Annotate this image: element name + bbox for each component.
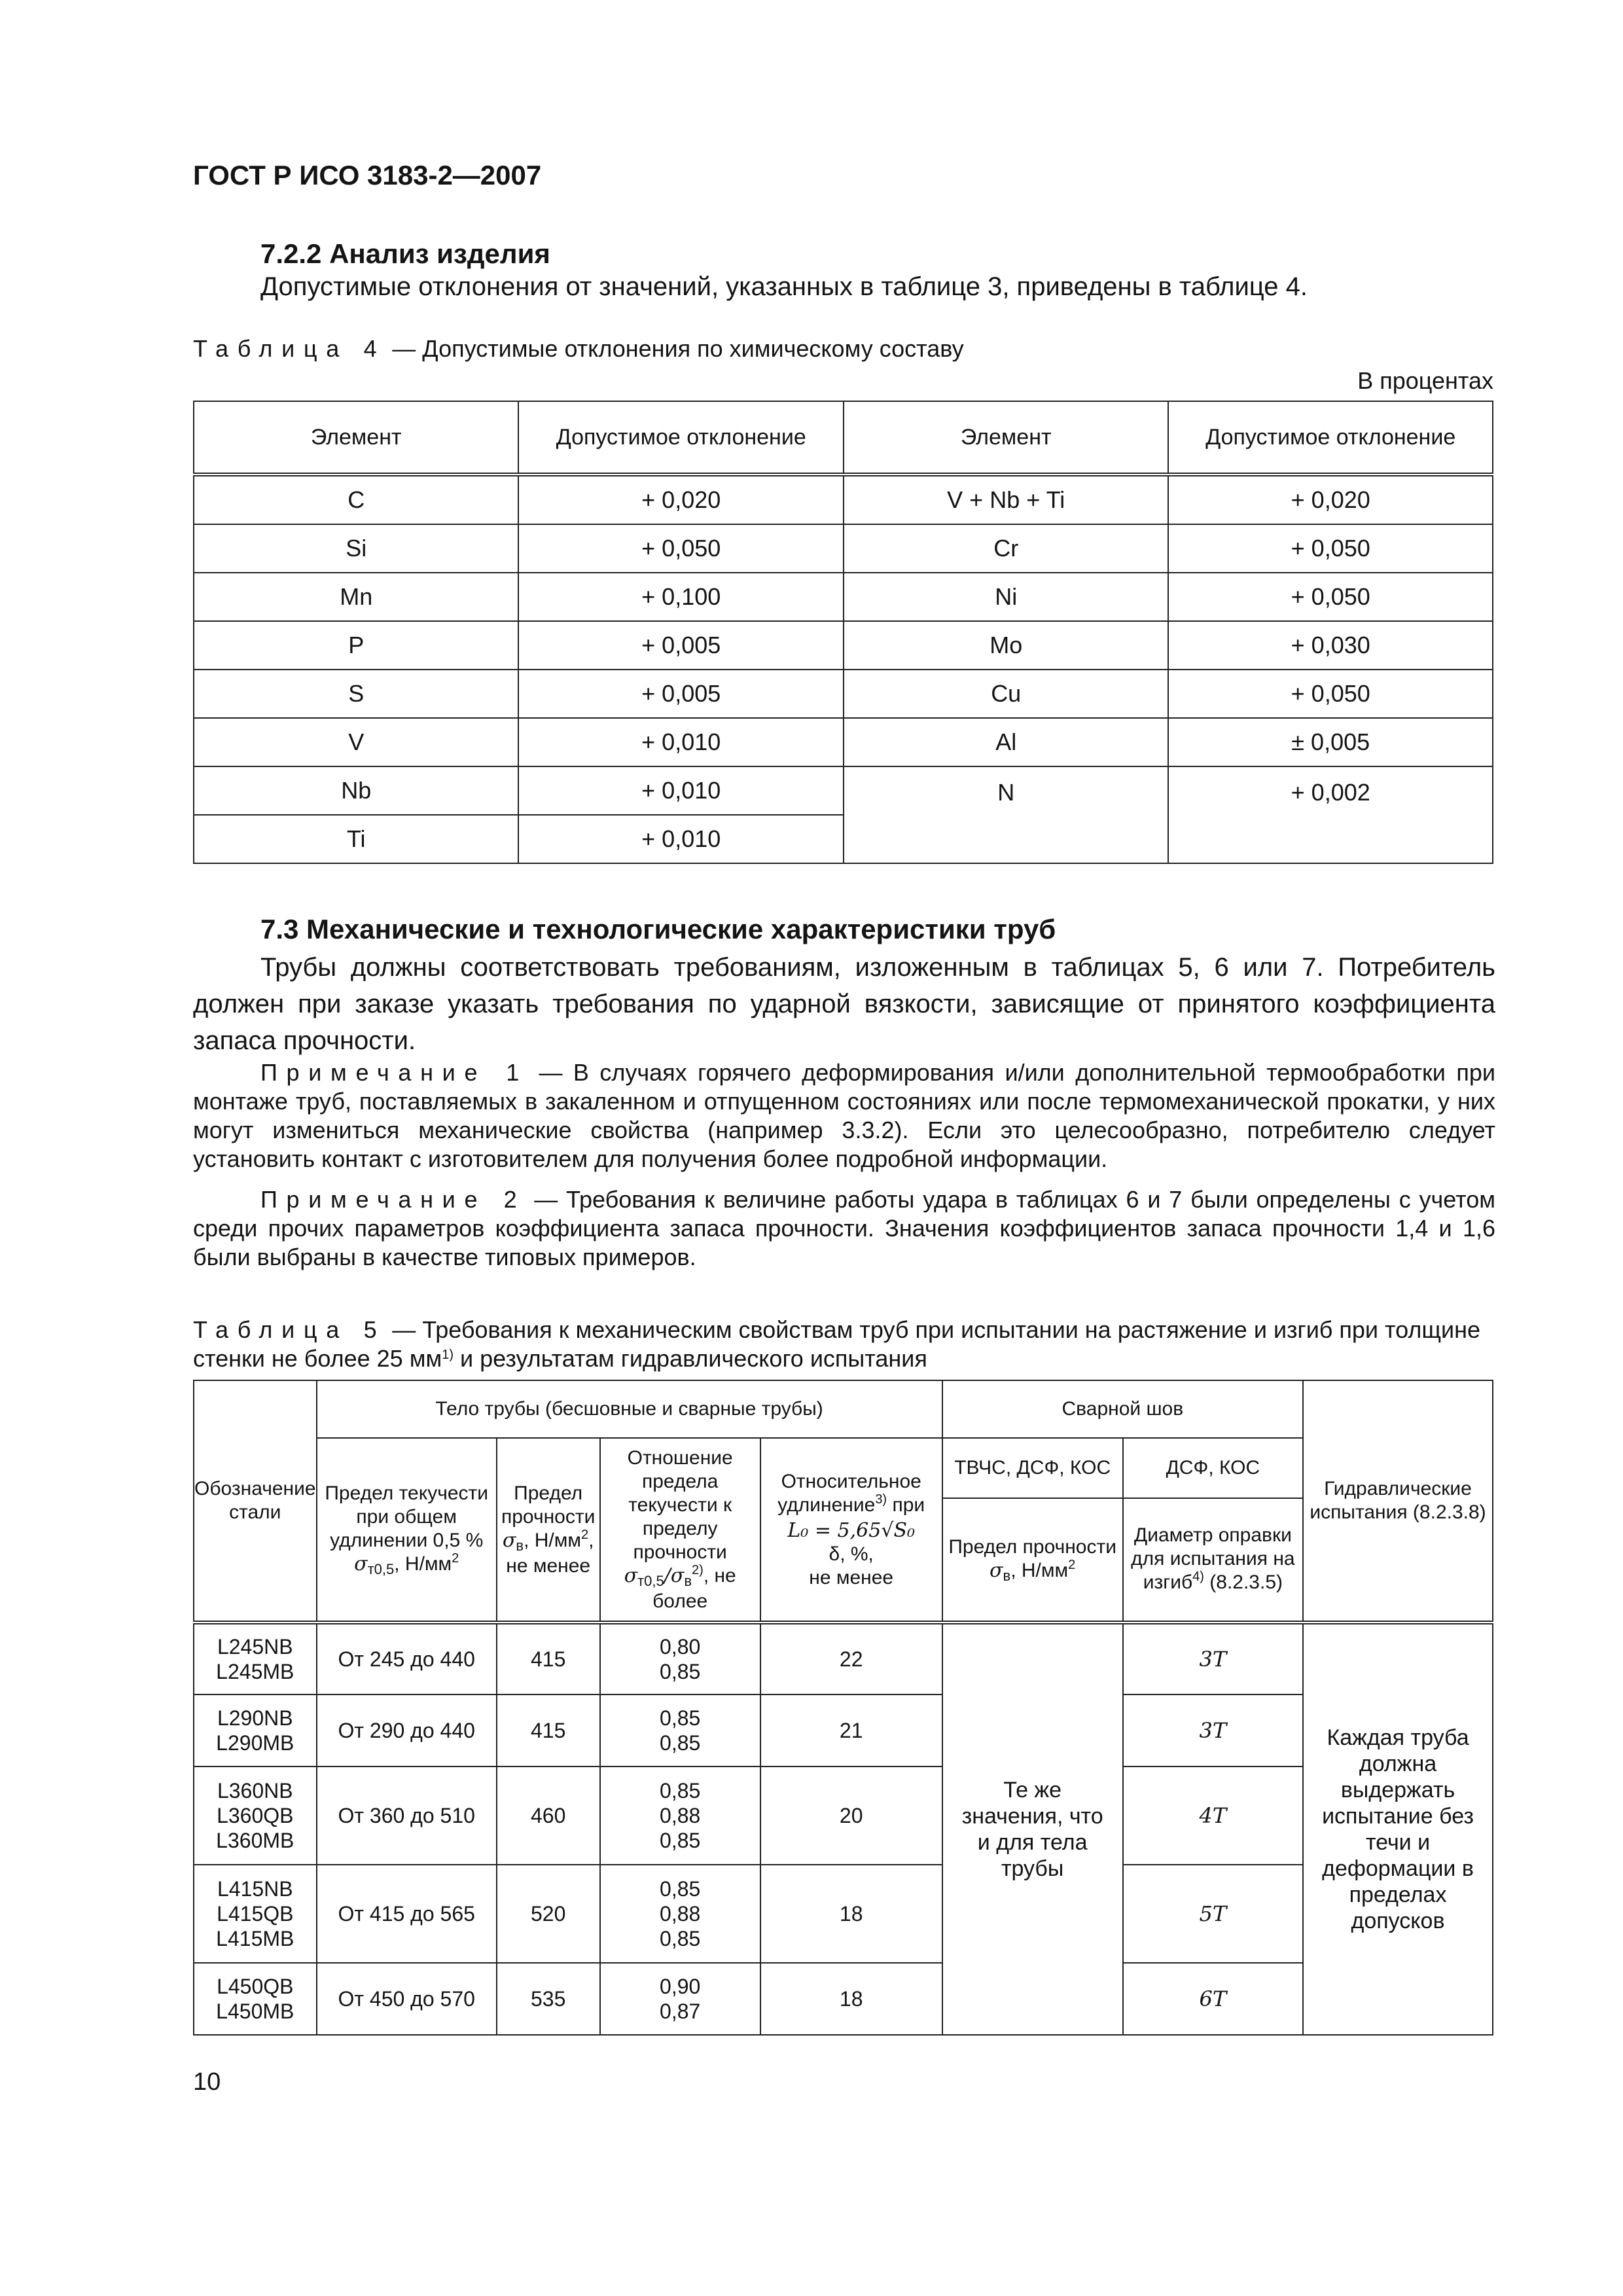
table4-caption [193,334,1495,363]
table5-header-ratio-text: Отношение предела текучести к пределу прочности [627,1446,733,1563]
ratio-value: 0,85 [660,1706,701,1730]
tensile-cell: 460 [497,1767,600,1865]
document-header: ГОСТ Р ИСО 3183-2—2007 [193,160,542,190]
steel-grade: L415QB [217,1902,294,1926]
table-row [194,573,1493,621]
table-cell: + 0,005 [518,621,844,670]
table4-header: Допустимое отклонение [518,401,844,475]
table-cell: + 0,020 [1168,475,1493,524]
steel-grade: L245NB [217,1635,293,1659]
table5-header-body: Тело трубы (бесшовные и сварные трубы) [317,1380,942,1438]
table5-header-mandrel-ref: (8.2.3.5) [1204,1571,1283,1593]
unit-text: , Н/мм [1010,1559,1069,1581]
yield-cell: От 290 до 440 [317,1695,497,1767]
table5-header-row-2 [194,1438,1493,1498]
yield-cell: От 245 до 440 [317,1623,497,1695]
table-cell: Nb [194,766,518,815]
table-cell: + 0,100 [518,573,844,621]
ratio-value: 0,85 [660,1927,701,1950]
table5-header-ratio-suffix: , не более [652,1564,736,1612]
table-row [194,1963,1493,2035]
section-73-text: Трубы должны соответствовать требованиям, изложенным в таблицах 5, 6 или 7. Потребитель должен при заказе указать требования по ударной вязкости, зависящие от принятого коэффициента запаса прочности. [193,953,1495,1055]
elong-cell: 18 [760,1865,942,1963]
steel-grade: L290MB [216,1731,294,1755]
subscript: т0,5 [367,1560,395,1577]
elong-cell: 20 [760,1767,942,1865]
table4-header-row [194,401,1493,475]
ratio-value: 0,85 [660,1731,701,1755]
table5-caption [193,1316,1495,1377]
sigma-symbol: σ [990,1558,1003,1582]
table5-caption-label: Таблица 5 [193,1316,386,1343]
table-cell: + 0,005 [518,670,844,718]
note-2 [193,1185,1495,1272]
superscript: 2 [1068,1557,1076,1572]
table5-header-mandrel [1123,1498,1303,1623]
ratio-value: 0,87 [660,2000,701,2023]
table-cell: S [194,670,518,718]
table5-caption-footnote: 1) [442,1348,454,1362]
table4-header: Элемент [194,401,518,475]
mandrel-cell: 3T [1123,1623,1303,1695]
table-row [194,1695,1493,1767]
ratio-value: 0,85 [660,1877,701,1901]
table5-header-elong-text: Относительное удлинение [777,1470,921,1516]
table5-header-weld-tensile [942,1498,1123,1623]
table5-header-yield-text: Предел текучести при общем удлинении 0,5 % [325,1482,489,1551]
table-cell: V + Nb + Ti [844,475,1168,524]
subscript: т0,5 [637,1572,664,1589]
hydro-cell: Каждая труба должна выдержать испытание без течи и деформации в пределах допусков [1303,1623,1493,2035]
table5-header-weld-tensile-text: Предел прочности [948,1535,1116,1558]
table-row [194,475,1493,524]
sigma-symbol: σ [354,1552,368,1575]
note-1 [193,1058,1495,1174]
tensile-cell: 520 [497,1865,600,1963]
table-row [194,1865,1493,1963]
subscript: в [1003,1567,1011,1584]
mandrel-cell: 4T [1123,1767,1303,1865]
table-row [194,524,1493,573]
steel-grade: L245MB [216,1660,294,1683]
elong-cell: 22 [760,1623,942,1695]
steel-grade: L360QB [217,1804,294,1827]
table-row [194,1767,1493,1865]
table4-caption-text: — Допустимые отклонения по химическому составу [385,335,964,362]
table-cell: + 0,030 [1168,621,1493,670]
unit-text: , Н/мм [394,1552,452,1575]
table-cell: + 0,010 [518,718,844,766]
table4 [193,401,1493,864]
ratio-cell [600,1623,760,1695]
tensile-cell: 415 [497,1623,600,1695]
table5-header-weld2: ДСФ, КОС [1123,1438,1303,1498]
sigma-symbol: σ [624,1564,638,1587]
table5-header-weld1: ТВЧС, ДСФ, КОС [942,1438,1123,1498]
mandrel-cell: 3T [1123,1695,1303,1767]
table5-header-tensile [497,1438,600,1623]
table-cell: Cr [844,524,1168,573]
steel-grade: L450MB [216,2000,294,2023]
mandrel-cell: 6T [1123,1963,1303,2035]
tensile-cell: 535 [497,1963,600,2035]
weld-same-cell: Те же значения, что и для тела трубы [942,1623,1123,2035]
table-cell: ± 0,005 [1168,718,1493,766]
note-2-text: — Требования к величине работы удара в таблицах 6 и 7 были определены с учетом среди прочих параметров коэффициента запаса прочности. Значения коэффициентов запаса прочности 1,4 и 1,6 были выбраны в качестве типовых примеров. [193,1186,1495,1270]
superscript: 4) [1192,1569,1204,1584]
ratio-value: 0,90 [660,1975,701,1998]
table5-header-elong-unit: δ, %, [829,1543,874,1565]
ratio-cell [600,1865,760,1963]
table5-header-weld: Сварной шов [942,1380,1303,1438]
ratio-value: 0,85 [660,1829,701,1852]
subscript: в [684,1572,692,1589]
table5-header-steel: Обозначение стали [194,1380,317,1623]
table4-header: Допустимое отклонение [1168,401,1493,475]
superscript: 2 [580,1527,589,1542]
steel-grade: L360MB [216,1829,294,1852]
ratio-value: 0,85 [660,1660,701,1683]
tensile-cell: 415 [497,1695,600,1767]
table5-caption-text-b: и результатам гидравлического испытания [454,1345,927,1372]
table5-header-elong [760,1438,942,1623]
yield-cell: От 360 до 510 [317,1767,497,1865]
table5-header-ratio [600,1438,760,1623]
steel-grade-cell [194,1695,317,1767]
note-1-label: Примечание 1 [260,1059,529,1086]
table-row [194,1623,1493,1695]
table5-header-hydro: Гидравлические испытания (8.2.3.8) [1303,1380,1493,1623]
superscript: 2 [452,1551,459,1566]
ratio-value: 0,88 [660,1804,701,1827]
steel-grade: L290NB [217,1706,293,1730]
superscript: 3) [875,1492,887,1507]
section-722-heading: 7.2.2 Анализ изделия [260,238,550,269]
table5-header-tensile-suffix: , не менее [506,1529,594,1577]
table-cell: Cu [844,670,1168,718]
table-cell: + 0,010 [518,815,844,863]
steel-grade-cell [194,1865,317,1963]
table-cell: Ni [844,573,1168,621]
yield-cell: От 415 до 565 [317,1865,497,1963]
table-cell: V [194,718,518,766]
table5-header-mandrel-text: Диаметр оправки для испытания на изгиб [1131,1524,1295,1593]
ratio-cell [600,1695,760,1767]
table5-header-tensile-text: Предел прочности [501,1482,596,1528]
steel-grade: L415MB [216,1927,294,1950]
unit-text: , Н/мм [524,1529,581,1551]
table-row [194,670,1493,718]
note-2-label: Примечание 2 [260,1186,526,1213]
yield-cell: От 450 до 570 [317,1963,497,2035]
sigma-symbol: σ [502,1528,516,1552]
steel-grade: L450QB [217,1975,294,1998]
steel-grade: L415NB [217,1877,293,1901]
ratio-cell [600,1767,760,1865]
table-cell: + 0,010 [518,766,844,815]
elong-cell: 18 [760,1963,942,2035]
ratio-value: 0,80 [660,1635,701,1659]
table5-header-elong-at: при [887,1494,925,1516]
table4-caption-label: Таблица 4 [193,335,386,362]
table-cell: Mn [194,573,518,621]
table-cell: + 0,050 [1168,573,1493,621]
ratio-divider: /σ [664,1564,685,1587]
table-row [194,766,1493,815]
mandrel-cell: 5T [1123,1865,1303,1963]
table-cell: N [844,766,1168,863]
section-73-heading: 7.3 Механические и технологические характеристики труб [260,914,1056,944]
table-cell: + 0,050 [1168,670,1493,718]
table4-header: Элемент [844,401,1168,475]
subscript: в [516,1537,524,1554]
table-cell: Al [844,718,1168,766]
steel-grade-cell [194,1963,317,2035]
table5-caption-text: — Требования к механическим свойствам труб при испытании на растяжение и изгиб при толщине стенки не более 25 мм [193,1316,1480,1372]
table5 [193,1380,1493,2036]
table5-header-yield [317,1438,497,1623]
superscript: 2) [692,1562,704,1577]
table-cell: Ti [194,815,518,863]
table-cell: Mo [844,621,1168,670]
table-row [194,621,1493,670]
table4-unit: В процентах [1357,367,1493,394]
table-cell: + 0,050 [518,524,844,573]
table-row [194,718,1493,766]
table5-header-row-1 [194,1380,1493,1438]
table-cell: + 0,002 [1168,766,1493,863]
ratio-cell [600,1963,760,2035]
ratio-value: 0,88 [660,1902,701,1926]
page-number: 10 [193,2068,221,2096]
table-cell: C [194,475,518,524]
elong-cell: 21 [760,1695,942,1767]
steel-grade-cell [194,1623,317,1695]
table-cell: + 0,020 [518,475,844,524]
steel-grade: L360NB [217,1779,293,1803]
table-cell: + 0,050 [1168,524,1493,573]
table5-header-elong-formula: L₀ = 5,65√S₀ [787,1518,916,1542]
table5-header-elong-min: не менее [809,1566,894,1588]
table-cell: Si [194,524,518,573]
steel-grade-cell [194,1767,317,1865]
note-1-text: — В случаях горячего деформирования и/или дополнительной термообработки при монтаже труб, поставляемых в закаленном и отпущенном состояниях или после термомеханической прокатки, у них могут измениться механические свойства (например 3.3.2). Если это целесообразно, потребителю следует установить контакт с изготовителем для получения более подробной информации. [193,1059,1495,1172]
ratio-value: 0,85 [660,1779,701,1803]
table-cell: P [194,621,518,670]
section-722-text: Допустимые отклонения от значений, указанных в таблице 3, приведены в таблице 4. [260,272,1308,301]
